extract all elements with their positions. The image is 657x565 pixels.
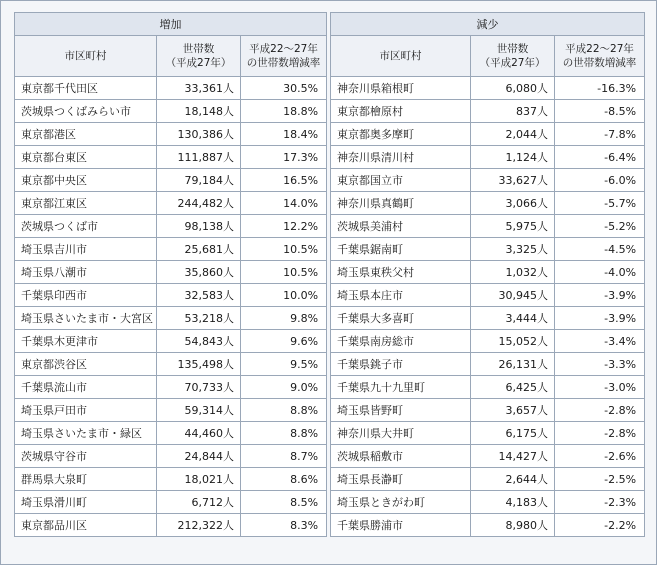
table-row: [15, 422, 645, 445]
decrease-municipality-cell: 茨城県稲敷市: [331, 445, 471, 468]
increase-households-cell: 244,482人: [157, 192, 241, 215]
increase-rate-cell: 16.5%: [241, 169, 327, 192]
decrease-households-cell: 15,052人: [471, 330, 555, 353]
decrease-rate-cell: -2.3%: [555, 491, 645, 514]
increase-rate-cell: 8.3%: [241, 514, 327, 537]
increase-households-cell: 98,138人: [157, 215, 241, 238]
increase-municipality-cell: 埼玉県戸田市: [15, 399, 157, 422]
table-row: [15, 238, 645, 261]
decrease-rate-cell: -5.7%: [555, 192, 645, 215]
decrease-rate-cell: -4.0%: [555, 261, 645, 284]
increase-households-cell: 130,386人: [157, 123, 241, 146]
decrease-rate-cell: -3.3%: [555, 353, 645, 376]
increase-municipality-cell: 埼玉県滑川町: [15, 491, 157, 514]
table-row: [15, 353, 645, 376]
increase-municipality-header: 市区町村: [15, 36, 157, 77]
decrease-households-cell: 3,066人: [471, 192, 555, 215]
decrease-municipality-cell: 東京都奥多摩町: [331, 123, 471, 146]
decrease-municipality-cell: 千葉県南房総市: [331, 330, 471, 353]
decrease-rate-cell: -2.8%: [555, 399, 645, 422]
decrease-households-cell: 6,080人: [471, 77, 555, 100]
increase-households-cell: 32,583人: [157, 284, 241, 307]
decrease-households-cell: 14,427人: [471, 445, 555, 468]
decrease-rate-cell: -2.6%: [555, 445, 645, 468]
decrease-households-cell: 5,975人: [471, 215, 555, 238]
table-row: [15, 514, 645, 537]
increase-rate-cell: 9.5%: [241, 353, 327, 376]
increase-rate-cell: 10.0%: [241, 284, 327, 307]
table-row: [15, 146, 645, 169]
decrease-rate-header: 平成22～27年 の世帯数増減率: [555, 36, 645, 77]
increase-households-cell: 59,314人: [157, 399, 241, 422]
decrease-households-cell: 1,032人: [471, 261, 555, 284]
decrease-households-cell: 30,945人: [471, 284, 555, 307]
increase-households-cell: 79,184人: [157, 169, 241, 192]
increase-municipality-cell: 千葉県木更津市: [15, 330, 157, 353]
increase-households-cell: 54,843人: [157, 330, 241, 353]
decrease-rate-cell: -4.5%: [555, 238, 645, 261]
decrease-households-cell: 33,627人: [471, 169, 555, 192]
decrease-municipality-cell: 千葉県鋸南町: [331, 238, 471, 261]
table-row: [15, 399, 645, 422]
decrease-rate-cell: -2.8%: [555, 422, 645, 445]
decrease-municipality-cell: 茨城県美浦村: [331, 215, 471, 238]
increase-households-cell: 25,681人: [157, 238, 241, 261]
decrease-rate-cell: -16.3%: [555, 77, 645, 100]
increase-households-cell: 111,887人: [157, 146, 241, 169]
decrease-households-cell: 4,183人: [471, 491, 555, 514]
decrease-rate-cell: -2.2%: [555, 514, 645, 537]
increase-municipality-cell: 埼玉県さいたま市・緑区: [15, 422, 157, 445]
increase-households-header: 世帯数 （平成27年）: [157, 36, 241, 77]
table-row: [15, 215, 645, 238]
decrease-municipality-cell: 埼玉県長瀞町: [331, 468, 471, 491]
increase-rate-header: 平成22～27年 の世帯数増減率: [241, 36, 327, 77]
table-row: [15, 330, 645, 353]
increase-municipality-cell: 東京都江東区: [15, 192, 157, 215]
decrease-municipality-cell: 埼玉県東秩父村: [331, 261, 471, 284]
increase-municipality-cell: 群馬県大泉町: [15, 468, 157, 491]
decrease-households-header: 世帯数 （平成27年）: [471, 36, 555, 77]
decrease-rate-cell: -2.5%: [555, 468, 645, 491]
decrease-rate-cell: -3.4%: [555, 330, 645, 353]
decrease-municipality-cell: 東京都国立市: [331, 169, 471, 192]
increase-households-cell: 70,733人: [157, 376, 241, 399]
table-row: [15, 468, 645, 491]
decrease-municipality-cell: 東京都檜原村: [331, 100, 471, 123]
decrease-municipality-cell: 千葉県九十九里町: [331, 376, 471, 399]
decrease-rate-cell: -3.9%: [555, 284, 645, 307]
increase-households-cell: 53,218人: [157, 307, 241, 330]
decrease-municipality-cell: 埼玉県皆野町: [331, 399, 471, 422]
decrease-rate-cell: -8.5%: [555, 100, 645, 123]
increase-municipality-cell: 茨城県つくば市: [15, 215, 157, 238]
increase-rate-cell: 14.0%: [241, 192, 327, 215]
decrease-rate-cell: -3.9%: [555, 307, 645, 330]
increase-rate-cell: 9.0%: [241, 376, 327, 399]
increase-municipality-cell: 東京都港区: [15, 123, 157, 146]
increase-households-cell: 135,498人: [157, 353, 241, 376]
increase-municipality-cell: 埼玉県吉川市: [15, 238, 157, 261]
increase-rate-cell: 10.5%: [241, 238, 327, 261]
table-row: [15, 307, 645, 330]
decrease-municipality-cell: 神奈川県真鶴町: [331, 192, 471, 215]
increase-rate-cell: 8.6%: [241, 468, 327, 491]
increase-rate-cell: 10.5%: [241, 261, 327, 284]
table-row: [15, 445, 645, 468]
increase-households-cell: 24,844人: [157, 445, 241, 468]
decrease-households-cell: 8,980人: [471, 514, 555, 537]
table-row: [15, 192, 645, 215]
decrease-rate-cell: -5.2%: [555, 215, 645, 238]
decrease-households-cell: 26,131人: [471, 353, 555, 376]
decrease-municipality-cell: 神奈川県箱根町: [331, 77, 471, 100]
decrease-households-cell: 6,425人: [471, 376, 555, 399]
table-row: [15, 376, 645, 399]
increase-rate-cell: 9.6%: [241, 330, 327, 353]
table-row: [15, 100, 645, 123]
increase-municipality-cell: 千葉県流山市: [15, 376, 157, 399]
decrease-municipality-cell: 埼玉県ときがわ町: [331, 491, 471, 514]
table-row: [15, 169, 645, 192]
increase-municipality-cell: 千葉県印西市: [15, 284, 157, 307]
increase-rate-cell: 12.2%: [241, 215, 327, 238]
increase-municipality-cell: 茨城県つくばみらい市: [15, 100, 157, 123]
increase-municipality-cell: 茨城県守谷市: [15, 445, 157, 468]
decrease-rate-cell: -3.0%: [555, 376, 645, 399]
increase-rate-cell: 30.5%: [241, 77, 327, 100]
increase-households-cell: 35,860人: [157, 261, 241, 284]
table-row: [15, 261, 645, 284]
decrease-municipality-cell: 千葉県大多喜町: [331, 307, 471, 330]
increase-municipality-cell: 埼玉県八潮市: [15, 261, 157, 284]
increase-households-cell: 18,021人: [157, 468, 241, 491]
decrease-households-cell: 2,044人: [471, 123, 555, 146]
decrease-rate-cell: -6.4%: [555, 146, 645, 169]
increase-households-cell: 6,712人: [157, 491, 241, 514]
table-row: [15, 77, 645, 100]
decrease-municipality-cell: 埼玉県本庄市: [331, 284, 471, 307]
increase-rate-cell: 8.8%: [241, 422, 327, 445]
increase-municipality-cell: 東京都品川区: [15, 514, 157, 537]
increase-households-cell: 33,361人: [157, 77, 241, 100]
table-row: [15, 123, 645, 146]
increase-rate-cell: 9.8%: [241, 307, 327, 330]
household-change-table: [14, 12, 645, 537]
decrease-group-header: 減少: [331, 13, 645, 36]
increase-rate-cell: 8.5%: [241, 491, 327, 514]
increase-rate-cell: 18.8%: [241, 100, 327, 123]
decrease-municipality-header: 市区町村: [331, 36, 471, 77]
increase-rate-cell: 8.8%: [241, 399, 327, 422]
decrease-municipality-cell: 千葉県銚子市: [331, 353, 471, 376]
decrease-households-cell: 6,175人: [471, 422, 555, 445]
increase-group-header: 増加: [15, 13, 327, 36]
increase-rate-cell: 17.3%: [241, 146, 327, 169]
increase-municipality-cell: 東京都千代田区: [15, 77, 157, 100]
increase-rate-cell: 18.4%: [241, 123, 327, 146]
table-row: [15, 284, 645, 307]
decrease-rate-cell: -6.0%: [555, 169, 645, 192]
increase-municipality-cell: 埼玉県さいたま市・大宮区: [15, 307, 157, 330]
decrease-municipality-cell: 神奈川県清川村: [331, 146, 471, 169]
decrease-households-cell: 3,657人: [471, 399, 555, 422]
decrease-households-cell: 3,444人: [471, 307, 555, 330]
decrease-households-cell: 1,124人: [471, 146, 555, 169]
increase-households-cell: 18,148人: [157, 100, 241, 123]
table-row: [15, 491, 645, 514]
decrease-rate-cell: -7.8%: [555, 123, 645, 146]
decrease-households-cell: 2,644人: [471, 468, 555, 491]
increase-municipality-cell: 東京都中央区: [15, 169, 157, 192]
decrease-households-cell: 3,325人: [471, 238, 555, 261]
increase-rate-cell: 8.7%: [241, 445, 327, 468]
increase-households-cell: 44,460人: [157, 422, 241, 445]
increase-municipality-cell: 東京都渋谷区: [15, 353, 157, 376]
increase-municipality-cell: 東京都台東区: [15, 146, 157, 169]
decrease-municipality-cell: 千葉県勝浦市: [331, 514, 471, 537]
decrease-households-cell: 837人: [471, 100, 555, 123]
increase-households-cell: 212,322人: [157, 514, 241, 537]
decrease-municipality-cell: 神奈川県大井町: [331, 422, 471, 445]
table-body: [15, 77, 645, 537]
